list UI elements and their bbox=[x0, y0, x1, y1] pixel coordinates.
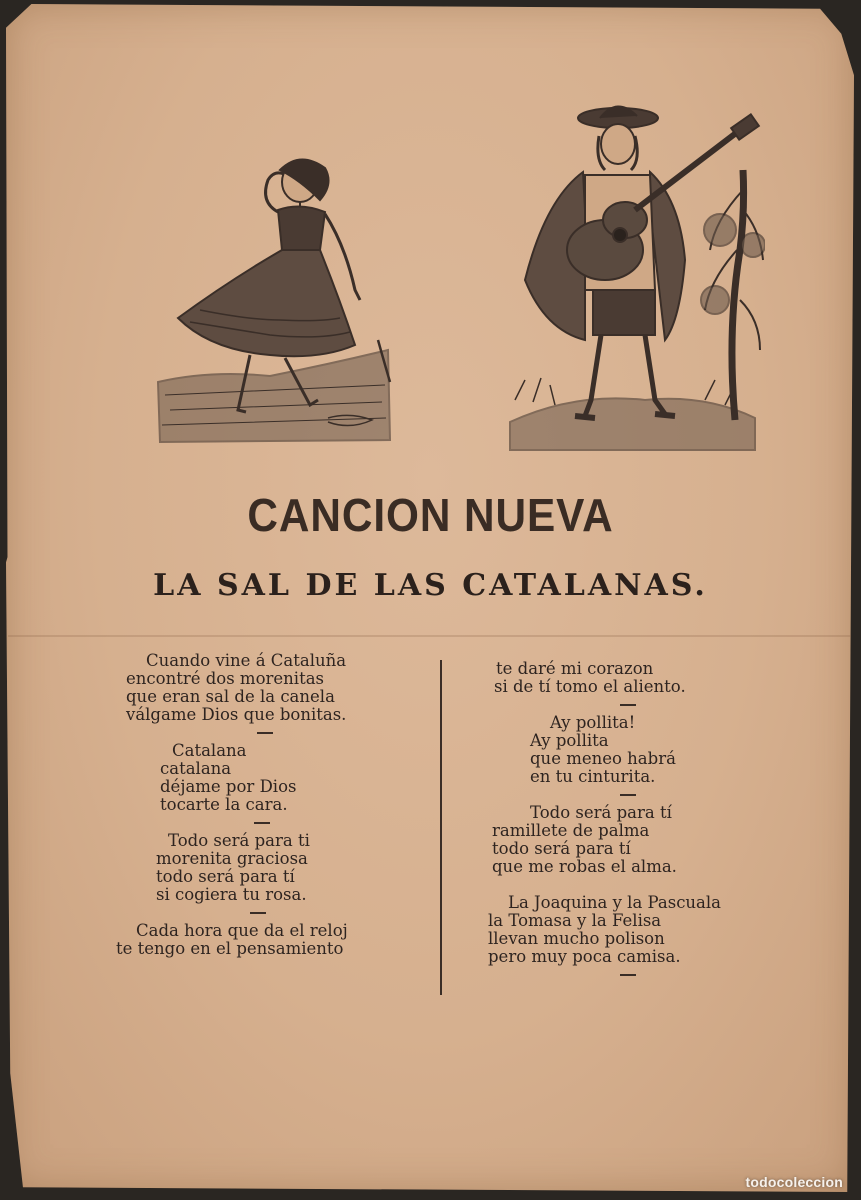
verse-line: tocarte la cara. bbox=[160, 795, 288, 814]
verse-line: Cada hora que da el reloj bbox=[136, 921, 348, 940]
verse-line: morenita graciosa bbox=[156, 849, 308, 868]
stanza-divider bbox=[620, 794, 636, 796]
left-column bbox=[112, 652, 348, 958]
verse-line: encontré dos morenitas bbox=[126, 669, 324, 688]
verse-line: todo será para tí bbox=[156, 867, 295, 886]
right-column bbox=[488, 660, 721, 984]
verse-line: Catalana bbox=[172, 741, 247, 760]
verse-line: déjame por Dios bbox=[160, 777, 297, 796]
verse-line: que me robas el alma. bbox=[492, 857, 677, 876]
verse-line: llevan mucho polison bbox=[488, 929, 665, 948]
stanza bbox=[112, 652, 348, 724]
stanza-divider bbox=[257, 732, 273, 734]
stanza bbox=[488, 894, 721, 966]
verse-line: ramillete de palma bbox=[492, 821, 650, 840]
stanza bbox=[488, 660, 721, 696]
column-divider bbox=[440, 660, 442, 995]
stanza bbox=[112, 922, 348, 958]
verse-line: La Joaquina y la Pascuala bbox=[508, 893, 722, 912]
stanza bbox=[112, 742, 348, 814]
verse-line: Ay pollita bbox=[530, 731, 609, 750]
verse-line: pero muy poca camisa. bbox=[488, 947, 681, 966]
verse-line: todo será para tí bbox=[492, 839, 631, 858]
verse-line: Todo será para ti bbox=[168, 831, 310, 850]
verse-line: te daré mi corazon bbox=[496, 659, 654, 678]
stanza-divider bbox=[620, 704, 636, 706]
paper-fold bbox=[8, 635, 851, 637]
verse-line: válgame Dios que bonitas. bbox=[126, 705, 347, 724]
verse-line: que eran sal de la canela bbox=[126, 687, 335, 706]
verse-line: en tu cinturita. bbox=[530, 767, 656, 786]
verse-line: la Tomasa y la Felisa bbox=[488, 911, 662, 930]
verse-line: si de tí tomo el aliento. bbox=[494, 677, 686, 696]
document-title: CANCION NUEVA bbox=[247, 489, 614, 541]
stanza bbox=[488, 714, 721, 786]
verse-line: que meneo habrá bbox=[530, 749, 676, 768]
verse-line: Ay pollita! bbox=[550, 713, 636, 732]
stanza-divider bbox=[620, 974, 636, 976]
verse-line: Cuando vine á Cataluña bbox=[146, 651, 347, 670]
verse-line: si cogiera tu rosa. bbox=[156, 885, 307, 904]
watermark: todocoleccion bbox=[745, 1174, 843, 1190]
verse-line: te tengo en el pensamiento bbox=[116, 939, 344, 958]
woodcut-guitar-player-icon bbox=[505, 100, 765, 452]
stanza bbox=[112, 832, 348, 904]
document-subtitle: LA SAL DE LAS CATALANAS. bbox=[153, 568, 708, 603]
verse-line: Todo será para tí bbox=[530, 803, 672, 822]
stanza-divider bbox=[254, 822, 270, 824]
stanza bbox=[488, 804, 721, 876]
stanza-divider bbox=[250, 912, 266, 914]
verse-line: catalana bbox=[160, 759, 232, 778]
woodcut-dancing-woman-icon bbox=[150, 150, 400, 445]
